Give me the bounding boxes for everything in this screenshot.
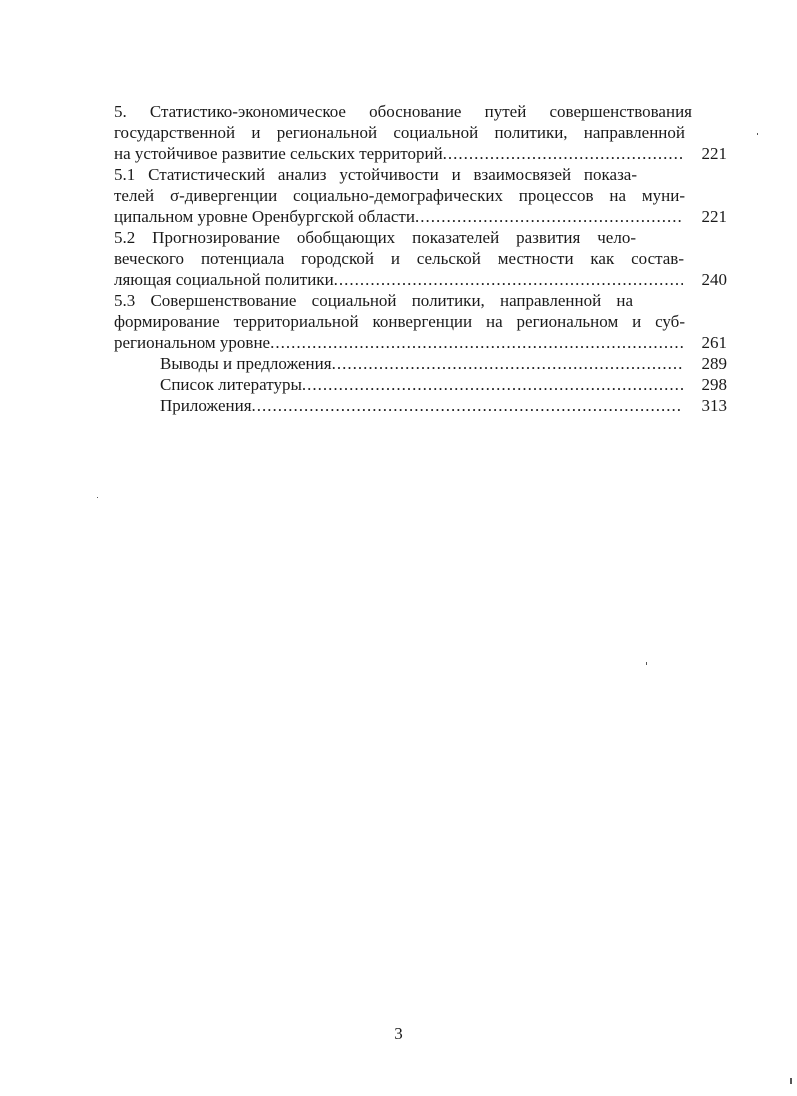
toc-text-line: веческого потенциала городской и сельской местности как состав-	[114, 249, 684, 268]
page-number: 3	[394, 1024, 403, 1043]
toc-entry-references	[114, 374, 727, 395]
scan-speck	[757, 133, 758, 135]
scan-speck	[790, 1078, 792, 1084]
toc-text-line: Выводы и предложения	[160, 354, 332, 373]
toc-text-line: телей σ-дивергенции социально-демографических процессов на муни-	[114, 186, 685, 205]
dot-leader	[443, 143, 683, 164]
toc-entry-section-5-2	[114, 227, 727, 290]
toc-entry-section-5-1	[114, 164, 727, 227]
toc-page-number: 240	[701, 270, 727, 289]
toc-entry-chapter-5	[114, 101, 727, 164]
dot-leader	[252, 395, 683, 416]
toc-text-line: государственной и региональной социальной политики, направленной	[114, 123, 685, 142]
toc-page-number: 221	[701, 144, 727, 163]
toc-page-number: 313	[701, 396, 727, 415]
toc-text-line: на устойчивое развитие сельских территорий	[114, 144, 443, 163]
scan-speck	[97, 497, 98, 498]
toc-text-line: региональном уровне	[114, 333, 271, 352]
toc-text-line: ляющая социальной политики	[114, 270, 334, 289]
dot-leader	[334, 269, 683, 290]
toc-page-number: 298	[701, 375, 727, 394]
toc-leader-line	[114, 143, 727, 164]
toc-page-number: 289	[701, 354, 727, 373]
dot-leader	[302, 374, 683, 395]
toc-entry-section-5-3	[114, 290, 727, 353]
toc-text-line: Список литературы	[160, 375, 302, 394]
toc-page-number: 261	[701, 333, 727, 352]
toc-text-line: 5.1 Статистический анализ устойчивости и взаимосвязей показа-	[114, 165, 637, 184]
dot-leader	[270, 332, 683, 353]
scan-speck	[646, 662, 647, 665]
toc-page-number: 221	[701, 207, 727, 226]
toc-text-line: 5.2 Прогнозирование обобщающих показателей развития чело-	[114, 228, 636, 247]
toc-text-line: 5. Статистико-экономическое обоснование путей совершенствования	[114, 102, 692, 121]
toc-leader-line	[114, 332, 727, 353]
toc-text-line: Приложения	[160, 396, 252, 415]
table-of-contents	[114, 101, 727, 416]
dot-leader	[415, 206, 683, 227]
toc-leader-line	[114, 206, 727, 227]
toc-entry-conclusions	[114, 353, 727, 374]
toc-text-line: 5.3 Совершенствование социальной политики, направленной на	[114, 291, 633, 310]
toc-leader-line	[114, 269, 727, 290]
toc-text-line: ципальном уровне Оренбургской области	[114, 207, 415, 226]
toc-text-line: формирование территориальной конвергенции на региональном и суб-	[114, 312, 685, 331]
dot-leader	[332, 353, 683, 374]
toc-entry-appendices	[114, 395, 727, 416]
